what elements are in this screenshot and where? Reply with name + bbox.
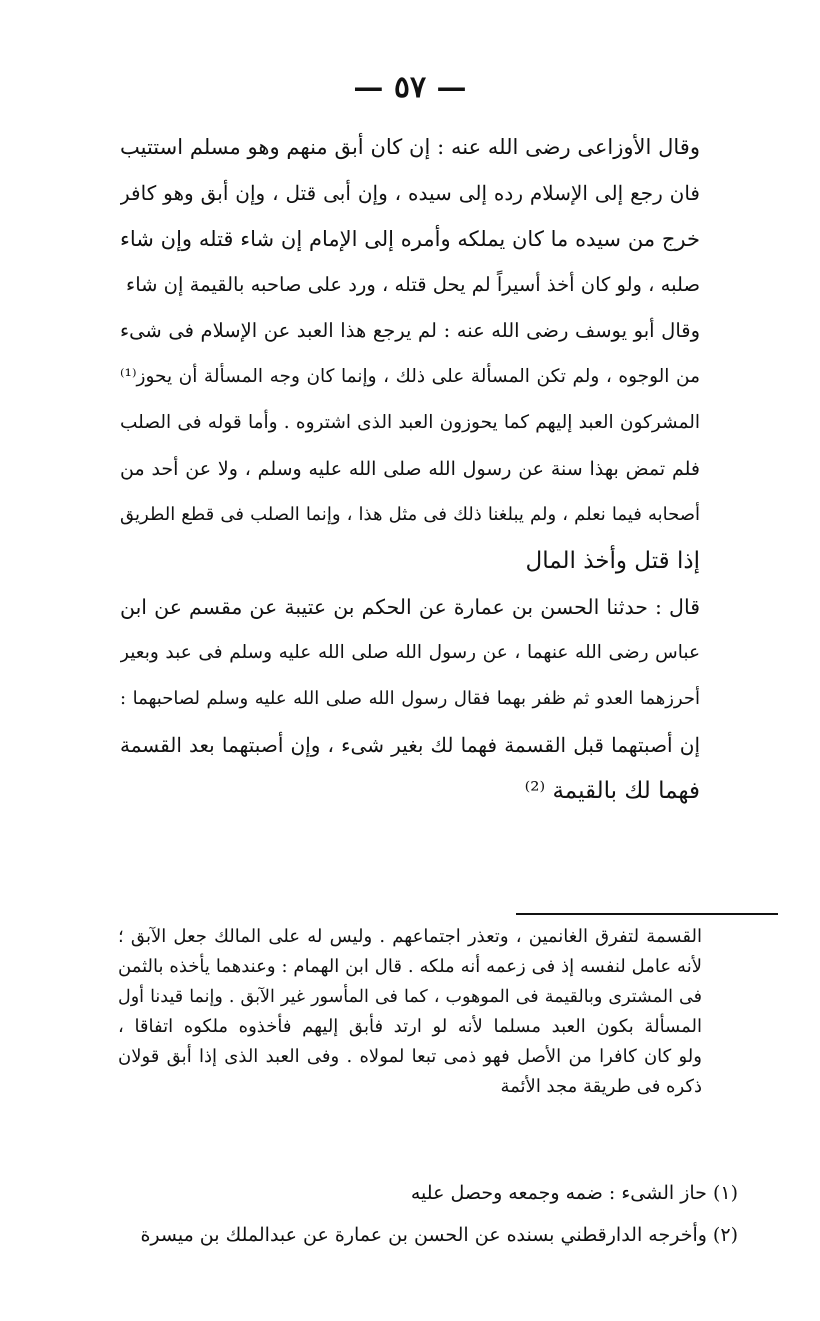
main-text [120, 124, 700, 814]
reference-note-1: (١) حاز الشىء : ضمه وجمعه وحصل عليه [410, 1182, 738, 1204]
footnote-line: القسمة لتفرق الغانمين ، وتعذر اجتماعهم . وليس له على المالك جعل الآبق ؛ [118, 926, 702, 947]
text-line: إن أصبتهما قبل القسمة فهما لك بغير شىء ، وإن أصبتهما بعد القسمة [120, 733, 700, 757]
text-line: وقال أبو يوسف رضى الله عنه : لم يرجع هذا العبد عن الإسلام فى شىء [120, 319, 700, 342]
text-line: المشركون العبد إليهم كما يحوزون العبد الذى اشتروه . وأما قوله فى الصلب [120, 412, 700, 433]
reference-notes [118, 1172, 738, 1256]
footnote-line: ولو كان كافرا من الأصل فهو ذمى تبعا لمولاه . وفى العبد الذى إذا أبق قولان [118, 1046, 702, 1067]
text-line: وقال الأوزاعى رضى الله عنه : إن كان أبق منهم وهو مسلم استتيب [120, 135, 700, 159]
footnote-line: فى المشترى وبالقيمة فى الموهوب ، كما فى المأسور غير الآبق . وإنما قيدنا أول [118, 987, 702, 1007]
footnote-separator [516, 913, 778, 915]
footnote-line: ذكره فى طريقة مجد الأئمة [500, 1076, 702, 1097]
footnote-line: المسألة بكون العبد مسلما لأنه لو ارتد فأبق إليهم فأخذوه ملكوه اتفاقا ، [118, 1016, 702, 1037]
reference-note-2: (٢) وأخرجه الدارقطني بسنده عن الحسن بن عمارة عن عبدالملك بن ميسرة [140, 1224, 738, 1246]
text-line: إذا قتل وأخذ المال [525, 548, 700, 574]
text-line: فلم تمض بهذا سنة عن رسول الله صلى الله عليه وسلم ، ولا عن أحد من [120, 458, 700, 480]
text-line: عباس رضى الله عنهما ، عن رسول الله صلى الله عليه وسلم فى عبد وبعير [120, 642, 700, 663]
text-line: فهما لك بالقيمة ⁽²⁾ [524, 778, 700, 804]
text-line: أصحابه فيما نعلم ، ولم يبلغنا ذلك فى مثل هذا ، وإنما الصلب فى قطع الطريق [120, 504, 700, 525]
text-line: خرج من سيده ما كان يملكه وأمره إلى الإمام إن شاء قتله وإن شاء [120, 227, 700, 251]
text-line: من الوجوه ، ولم تكن المسألة على ذلك ، وإنما كان وجه المسألة أن يحوز⁽¹⁾ [120, 366, 700, 387]
page-number: — ٥٧ — [353, 70, 467, 105]
text-line: أحرزهما العدو ثم ظفر بهما فقال رسول الله صلى الله عليه وسلم لصاحبهما : [120, 688, 700, 709]
text-line: قال : حدثنا الحسن بن عمارة عن الحكم بن عتيبة عن مقسم عن ابن [120, 595, 700, 619]
text-line: فان رجع إلى الإسلام رده إلى سيده ، وإن أبى قتل ، وإن أبق وهو كافر [120, 181, 700, 205]
footnote-block [118, 922, 702, 1102]
text-line: صلبه ، ولو كان أخذ أسيراً لم يحل قتله ، ورد على صاحبه بالقيمة إن شاء [126, 273, 700, 296]
footnote-line: لأنه عامل لنفسه إذ فى زعمه أنه ملكه . قال ابن الهمام : وعندهما يأخذه بالثمن [118, 956, 702, 977]
